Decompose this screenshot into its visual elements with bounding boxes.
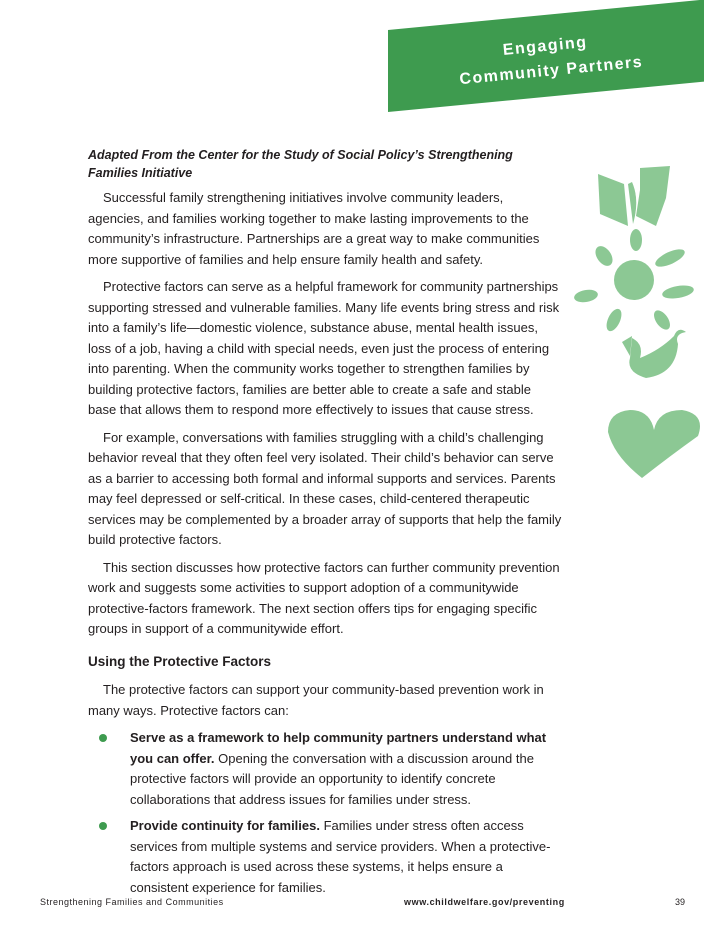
article-subtitle: Adapted From the Center for the Study of Social Policy’s Strengthening Families Initiative [88,148,513,180]
protective-factors-list [88,728,562,898]
sun-icon [573,229,695,333]
footer-url[interactable]: www.childwelfare.gov/preventing [404,897,565,907]
paragraph-1: Successful family strengthening initiatives involve community leaders, agencies, and families working together to make lasting improvements to the community’s infrastructure. Partnerships are a great way to make communities more supportive of families and help ensure family health and safety. [88,190,540,267]
section-title-line2: Community Partners [458,53,644,89]
section-intro: The protective factors can support your community-based prevention work in many ways. Protective factors can: [88,682,544,718]
butterfly-icon [598,166,670,226]
list-item-text: Families under stress often access services from multiple systems and service providers. When a protective-factors approach is used across these systems, it helps ensure a consistent experience for families. [130,818,551,895]
main-content [88,146,562,904]
section-title-line1: Engaging [502,33,589,59]
section-heading: Using the Protective Factors [88,653,272,669]
list-item [88,816,562,898]
list-item-lead: Serve as a framework to help community partners understand what you can offer. [130,730,547,766]
bullet-icon [99,822,107,830]
list-item [88,728,562,810]
paragraph-2: Protective factors can serve as a helpful framework for community partnerships supporting stressed and vulnerable families. Many life events bring stress and risk into a family’s life—domestic violence, substance abuse, mental health issues, loss of a job, having a child with special needs, even just the process of entering into parenting. When the community works together to strengthen families by building protective factors, families are better able to create a safe and stable base that allows them to respond more effectively to issues that cause stress. [88,279,560,417]
footer-publication: Strengthening Families and Communities [40,897,224,907]
decorative-illustration [570,160,710,490]
page-number: 39 [675,897,686,907]
paragraph-4: This section discusses how protective factors can further community prevention work and suggests some activities to support adoption of a communitywide protective-factors framework. The next section offers tips for engaging specific groups in support of a communitywide effort. [88,559,560,636]
paragraph-3: For example, conversations with families struggling with a child’s challenging behavior reveal that they often feel very isolated. Their child’s behavior can serve as a barrier to accessing both formal and informal supports and services. Parents may feel depressed or self-critical. In these cases, child-centered therapeutic services may be complemented by a broader array of supports that help the family build protective factors. [88,429,562,547]
bird-icon [622,330,686,378]
bullet-icon [99,734,107,742]
list-item-text: Opening the conversation with a discussion around the protective factors will provide an opportunity to identify concrete collaborations that address issues for families under stress. [130,750,534,807]
heart-icon [608,410,700,478]
list-item-lead: Provide continuity for families. [130,818,320,833]
